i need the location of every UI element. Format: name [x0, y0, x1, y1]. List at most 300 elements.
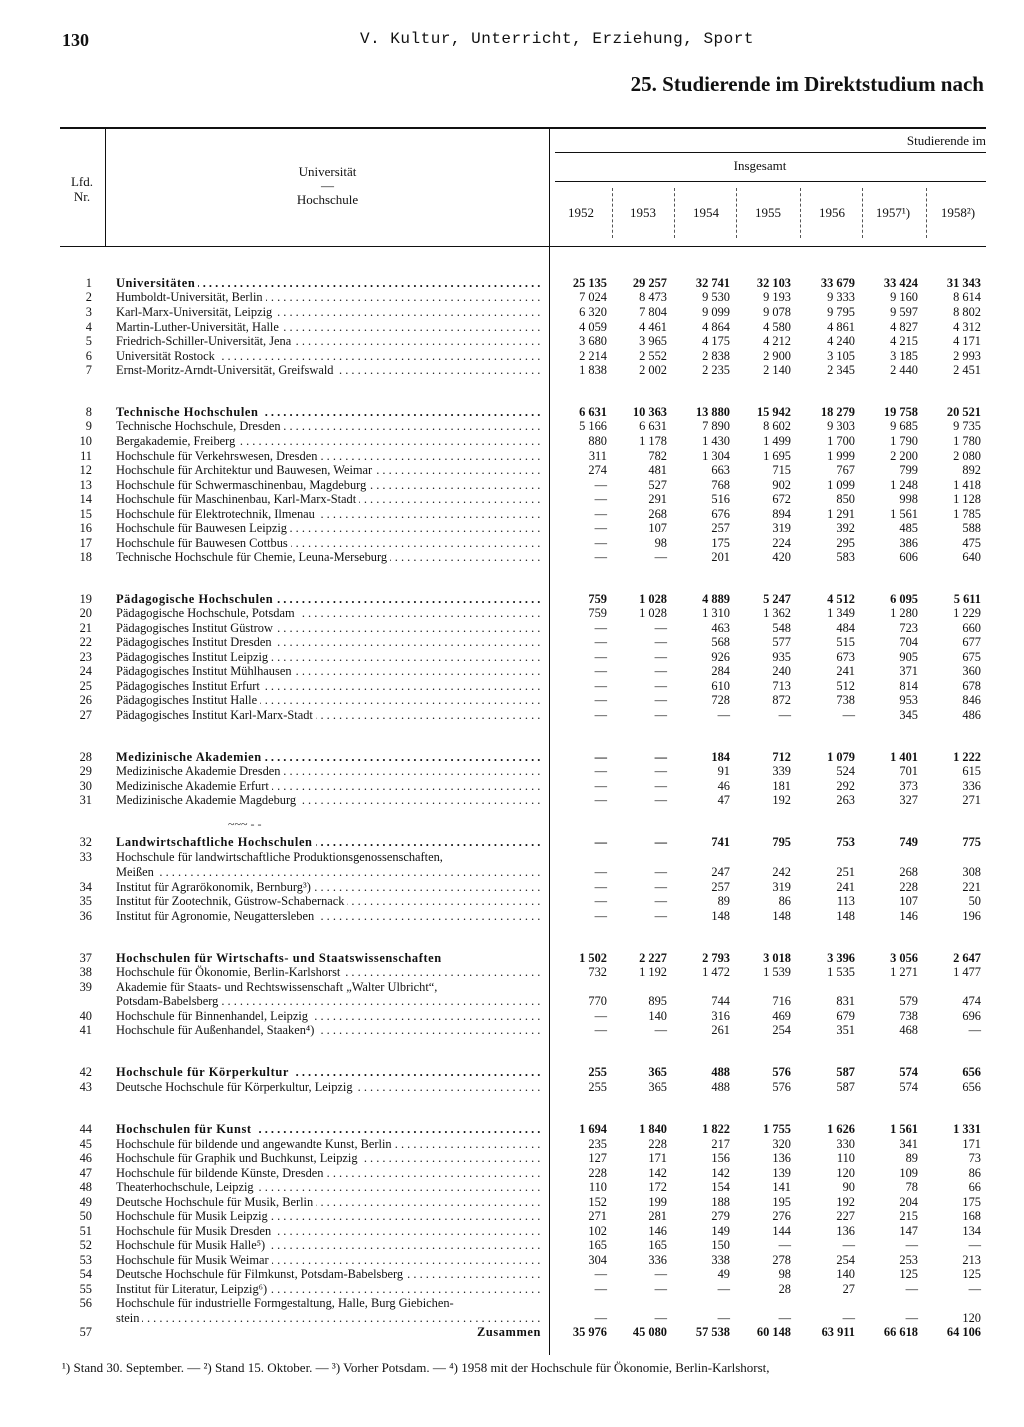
value-cell: 4 889 — [702, 592, 730, 606]
table-row — [0, 507, 1024, 521]
value-cell: — — [654, 779, 667, 793]
value-cell: 274 — [588, 463, 607, 477]
value-cell: — — [778, 708, 791, 722]
value-cell: 146 — [899, 909, 918, 923]
table-row — [0, 909, 1024, 923]
row-number: 11 — [80, 449, 92, 463]
row-number: 5 — [85, 334, 92, 348]
value-cell: 339 — [772, 764, 791, 778]
value-cell: 1 362 — [763, 606, 791, 620]
table-row — [0, 679, 1024, 693]
institution-name: Pädagogisches Institut Halle . . . — [116, 693, 544, 707]
value-cell: 1 099 — [827, 478, 855, 492]
institution-name: Karl-Marx-Universität, Leipzig . . . — [116, 305, 544, 319]
value-cell: 175 — [711, 536, 730, 550]
value-cell: 192 — [772, 793, 791, 807]
institution-name: Pädagogisches Institut Karl-Marx-Stadt . . . — [116, 708, 544, 722]
value-cell: 481 — [648, 463, 667, 477]
value-cell: — — [654, 679, 667, 693]
institution-name: Hochschule für Musik Weimar . . . — [116, 1253, 544, 1267]
value-cell: 576 — [772, 1065, 791, 1079]
value-cell: 723 — [899, 621, 918, 635]
table-row — [0, 1209, 1024, 1223]
value-cell: 905 — [899, 650, 918, 664]
value-cell: 1 229 — [953, 606, 981, 620]
value-cell: — — [778, 1311, 791, 1325]
value-cell: 291 — [648, 492, 667, 506]
year-header: 1953 — [630, 205, 656, 220]
row-number: 36 — [79, 909, 92, 923]
value-cell: — — [654, 635, 667, 649]
table-row — [0, 1224, 1024, 1238]
value-cell: 2 235 — [702, 363, 730, 377]
table-row — [0, 994, 1024, 1008]
value-cell: 281 — [648, 1209, 667, 1223]
column-separator — [736, 188, 737, 238]
page-number: 130 — [62, 30, 89, 50]
institution-name: Ernst-Moritz-Arndt-Universität, Greifswald . . . — [116, 363, 544, 377]
value-cell: 2 345 — [827, 363, 855, 377]
value-cell: 744 — [711, 994, 730, 1008]
value-cell: 894 — [772, 507, 791, 521]
row-number: 29 — [79, 764, 92, 778]
value-cell: — — [654, 880, 667, 894]
value-cell: 98 — [654, 536, 667, 550]
value-cell: 1 755 — [763, 1122, 791, 1136]
value-cell: 512 — [836, 679, 855, 693]
value-cell: — — [594, 621, 607, 635]
table-row — [0, 1267, 1024, 1281]
row-number: 30 — [79, 779, 92, 793]
row-number: 22 — [79, 635, 92, 649]
table-row — [0, 621, 1024, 635]
row-number: 43 — [79, 1080, 92, 1094]
value-cell: — — [654, 650, 667, 664]
value-cell: 47 — [717, 793, 730, 807]
table-row — [0, 708, 1024, 722]
value-cell: 574 — [899, 1065, 918, 1079]
value-cell: — — [842, 1238, 855, 1252]
group-row — [0, 405, 1024, 419]
value-cell: 345 — [899, 708, 918, 722]
value-cell: — — [594, 894, 607, 908]
institution-name: Medizinische Akademien . . . — [116, 750, 544, 764]
value-cell: — — [968, 1282, 981, 1296]
table-row — [0, 478, 1024, 492]
value-cell: 319 — [772, 880, 791, 894]
value-cell: 144 — [772, 1224, 791, 1238]
group-row — [0, 750, 1024, 764]
value-cell: — — [654, 894, 667, 908]
value-cell: 1 079 — [827, 750, 855, 764]
value-cell: — — [594, 492, 607, 506]
value-cell: 215 — [899, 1209, 918, 1223]
value-cell: — — [717, 1311, 730, 1325]
table-row — [0, 320, 1024, 334]
value-cell: — — [594, 1023, 607, 1037]
value-cell: 1 999 — [827, 449, 855, 463]
institution-name: Pädagogisches Institut Erfurt . . . — [116, 679, 544, 693]
value-cell: 136 — [836, 1224, 855, 1238]
table-row — [0, 779, 1024, 793]
value-cell: — — [654, 1282, 667, 1296]
row-number: 20 — [79, 606, 92, 620]
table-row — [0, 1311, 1024, 1325]
value-cell: 196 — [962, 909, 981, 923]
value-cell: 1 539 — [763, 965, 791, 979]
value-cell: 799 — [899, 463, 918, 477]
value-cell: 1 499 — [763, 434, 791, 448]
institution-name: Hochschule für Außenhandel, Staaken⁴) . . . — [116, 1023, 544, 1037]
value-cell: 172 — [648, 1180, 667, 1194]
value-cell: 474 — [962, 994, 981, 1008]
table-row — [0, 1009, 1024, 1023]
institution-name: Hochschule für Musik Dresden . . . — [116, 1224, 544, 1238]
row-number: 8 — [85, 405, 92, 419]
value-cell: 171 — [962, 1137, 981, 1151]
column-separator — [862, 188, 863, 238]
value-cell: 351 — [836, 1023, 855, 1037]
value-cell: 90 — [842, 1180, 855, 1194]
institution-name: Institut für Agronomie, Neugattersleben . . . — [116, 909, 544, 923]
value-cell: 78 — [905, 1180, 918, 1194]
value-cell: — — [654, 793, 667, 807]
value-cell: 7 890 — [702, 419, 730, 433]
table-row — [0, 1180, 1024, 1194]
value-cell: 1 401 — [890, 750, 918, 764]
group-row — [0, 951, 1024, 965]
value-cell: 1 430 — [702, 434, 730, 448]
institution-name: Theaterhochschule, Leipzig . . . — [116, 1180, 544, 1194]
value-cell: 181 — [772, 779, 791, 793]
value-cell: 1 535 — [827, 965, 855, 979]
value-cell: 89 — [905, 1151, 918, 1165]
value-cell: 640 — [962, 550, 981, 564]
value-cell: — — [654, 835, 667, 849]
value-cell: — — [594, 693, 607, 707]
value-cell: — — [654, 621, 667, 635]
value-cell: 9 795 — [827, 305, 855, 319]
value-cell: 606 — [899, 550, 918, 564]
value-cell: 199 — [648, 1195, 667, 1209]
institution-name: Technische Hochschule, Dresden . . . — [116, 419, 544, 433]
value-cell: — — [594, 478, 607, 492]
institution-name: Zusammen — [116, 1325, 544, 1339]
value-cell: 759 — [588, 606, 607, 620]
value-cell: 308 — [962, 865, 981, 879]
value-cell: 254 — [836, 1253, 855, 1267]
value-cell: 676 — [711, 507, 730, 521]
institution-name: Hochschule für Schwermaschinenbau, Magdeburg . . . — [116, 478, 544, 492]
value-cell: 5 166 — [579, 419, 607, 433]
value-cell: 18 279 — [820, 405, 855, 419]
value-cell: 9 160 — [890, 290, 918, 304]
institution-name: stein . . . — [116, 1311, 544, 1325]
table-row — [0, 980, 1024, 994]
value-cell: 767 — [836, 463, 855, 477]
institution-name: Hochschule für bildende Künste, Dresden . . . — [116, 1166, 544, 1180]
table-row — [0, 1137, 1024, 1151]
value-cell: 341 — [899, 1137, 918, 1151]
institution-name: Hochschule für Architektur und Bauwesen, Weimar . . . — [116, 463, 544, 477]
institution-name: Pädagogisches Institut Güstrow . . . — [116, 621, 544, 635]
table-row — [0, 419, 1024, 433]
value-cell: — — [594, 650, 607, 664]
table-row — [0, 349, 1024, 363]
value-cell: 1 700 — [827, 434, 855, 448]
value-cell: 679 — [836, 1009, 855, 1023]
value-cell: 271 — [588, 1209, 607, 1223]
institution-name: Hochschule für Graphik und Buchkunst, Leipzig . . . — [116, 1151, 544, 1165]
row-number: 2 — [85, 290, 92, 304]
value-cell: 738 — [836, 693, 855, 707]
value-cell: 278 — [772, 1253, 791, 1267]
value-cell: 320 — [772, 1137, 791, 1151]
institution-name: Akademie für Staats- und Rechtswissenschaft „Walter Ulbricht“, — [116, 980, 544, 994]
table-row — [0, 1195, 1024, 1209]
value-cell: 9 597 — [890, 305, 918, 319]
value-cell: 32 103 — [756, 276, 791, 290]
value-cell: — — [594, 635, 607, 649]
value-cell: 1 178 — [639, 434, 667, 448]
value-cell: 89 — [717, 894, 730, 908]
value-cell: 107 — [899, 894, 918, 908]
value-cell: 57 538 — [695, 1325, 730, 1339]
value-cell: 738 — [899, 1009, 918, 1023]
value-cell: 8 602 — [763, 419, 791, 433]
year-header: 1957¹) — [875, 205, 911, 220]
value-cell: 240 — [772, 664, 791, 678]
table-row — [0, 536, 1024, 550]
value-cell: 235 — [588, 1137, 607, 1151]
correction-scribble: ~~~ ‐ ‐ — [228, 817, 262, 831]
row-number: 3 — [85, 305, 92, 319]
value-cell: — — [717, 708, 730, 722]
value-cell: 257 — [711, 521, 730, 535]
value-cell: 892 — [962, 463, 981, 477]
value-cell: 338 — [711, 1253, 730, 1267]
value-cell: 576 — [772, 1080, 791, 1094]
value-cell: 568 — [711, 635, 730, 649]
table-row — [0, 550, 1024, 564]
value-cell: 672 — [772, 492, 791, 506]
value-cell: 316 — [711, 1009, 730, 1023]
value-cell: 677 — [962, 635, 981, 649]
value-cell: 148 — [711, 909, 730, 923]
row-number: 40 — [79, 1009, 92, 1023]
value-cell: 753 — [836, 835, 855, 849]
value-cell: 1 790 — [890, 434, 918, 448]
institution-name: Meißen . . . — [116, 865, 544, 879]
institution-name: Medizinische Akademie Erfurt . . . — [116, 779, 544, 793]
value-cell: 814 — [899, 679, 918, 693]
table-row — [0, 449, 1024, 463]
value-cell: — — [905, 1282, 918, 1296]
institution-name: Hochschule für landwirtschaftliche Produktionsgenossenschaften, — [116, 850, 544, 864]
value-cell: 365 — [648, 1080, 667, 1094]
value-cell: 850 — [836, 492, 855, 506]
value-cell: 775 — [962, 835, 981, 849]
institution-name: Hochschule für bildende und angewandte Kunst, Berlin . . . — [116, 1137, 544, 1151]
value-cell: 712 — [772, 750, 791, 764]
row-number: 51 — [79, 1224, 92, 1238]
value-cell: 2 838 — [702, 349, 730, 363]
value-cell: 46 — [717, 779, 730, 793]
row-number: 10 — [79, 434, 92, 448]
value-cell: 1 028 — [639, 592, 667, 606]
value-cell: 228 — [588, 1166, 607, 1180]
institution-name: Hochschule für Körperkultur . . . — [116, 1065, 544, 1079]
row-number: 46 — [79, 1151, 92, 1165]
value-cell: 66 618 — [883, 1325, 918, 1339]
value-cell: 330 — [836, 1137, 855, 1151]
value-cell: 360 — [962, 664, 981, 678]
value-cell: 1 561 — [890, 1122, 918, 1136]
value-cell: — — [594, 536, 607, 550]
year-header: 1958²) — [940, 205, 976, 220]
value-cell: 1 418 — [953, 478, 981, 492]
value-cell: 6 095 — [890, 592, 918, 606]
value-cell: — — [654, 1267, 667, 1281]
table-row — [0, 880, 1024, 894]
value-cell: 204 — [899, 1195, 918, 1209]
value-cell: 759 — [588, 592, 607, 606]
value-cell: 241 — [836, 664, 855, 678]
institution-name: Hochschule für Elektrotechnik, Ilmenau . . . — [116, 507, 544, 521]
value-cell: 255 — [588, 1080, 607, 1094]
institution-name: Hochschulen für Kunst . . . — [116, 1122, 544, 1136]
institution-name: Hochschule für Musik Halle⁵) . . . — [116, 1238, 544, 1252]
row-number: 38 — [79, 965, 92, 979]
value-cell: — — [594, 1009, 607, 1023]
year-header: 1954 — [693, 205, 719, 220]
row-number: 7 — [85, 363, 92, 377]
row-number: 54 — [79, 1267, 92, 1281]
value-cell: 4 580 — [763, 320, 791, 334]
value-cell: — — [594, 1282, 607, 1296]
value-cell: 782 — [648, 449, 667, 463]
value-cell: 175 — [962, 1195, 981, 1209]
value-cell: — — [654, 865, 667, 879]
value-cell: 673 — [836, 650, 855, 664]
value-cell: 110 — [588, 1180, 607, 1194]
value-cell: 19 758 — [883, 405, 918, 419]
table-row — [0, 1282, 1024, 1296]
value-cell: 31 343 — [946, 276, 981, 290]
table-row — [0, 521, 1024, 535]
table-row — [0, 635, 1024, 649]
value-cell: 583 — [836, 550, 855, 564]
value-cell: — — [594, 865, 607, 879]
value-cell: — — [654, 708, 667, 722]
group-row — [0, 1065, 1024, 1079]
value-cell: 311 — [588, 449, 607, 463]
value-cell: 120 — [962, 1311, 981, 1325]
table-row — [0, 764, 1024, 778]
value-cell: 9 193 — [763, 290, 791, 304]
value-cell: 660 — [962, 621, 981, 635]
institution-name: Hochschule für Bauwesen Cottbus . . . — [116, 536, 544, 550]
value-cell: 168 — [962, 1209, 981, 1223]
value-cell: — — [594, 835, 607, 849]
institution-name: Universität Rostock . . . — [116, 349, 544, 363]
table-row — [0, 434, 1024, 448]
value-cell: 140 — [648, 1009, 667, 1023]
value-cell: 2 647 — [953, 951, 981, 965]
value-cell: 2 900 — [763, 349, 791, 363]
value-cell: 27 — [842, 1282, 855, 1296]
table-row — [0, 1253, 1024, 1267]
value-cell: 241 — [836, 880, 855, 894]
value-cell: 147 — [899, 1224, 918, 1238]
value-cell: 295 — [836, 536, 855, 550]
value-cell: 732 — [588, 965, 607, 979]
value-cell: 998 — [899, 492, 918, 506]
row-number: 37 — [79, 951, 92, 965]
table-row — [0, 865, 1024, 879]
row-number: 6 — [85, 349, 92, 363]
value-cell: 188 — [711, 1195, 730, 1209]
value-cell: 152 — [588, 1195, 607, 1209]
year-header: 1952 — [568, 205, 594, 220]
value-cell: 4 512 — [827, 592, 855, 606]
value-cell: 255 — [588, 1065, 607, 1079]
value-cell: 656 — [962, 1065, 981, 1079]
value-cell: 1 291 — [827, 507, 855, 521]
row-number: 1 — [85, 276, 92, 290]
value-cell: — — [654, 664, 667, 678]
value-cell: 486 — [962, 708, 981, 722]
value-cell: 1 694 — [579, 1122, 607, 1136]
value-cell: 7 024 — [579, 290, 607, 304]
value-cell: 895 — [648, 994, 667, 1008]
value-cell: 304 — [588, 1253, 607, 1267]
insgesamt-rule — [555, 181, 986, 182]
institution-name: Deutsche Hochschule für Filmkunst, Potsdam-Babelsberg . . . — [116, 1267, 544, 1281]
column-separator — [926, 188, 927, 238]
value-cell: 64 106 — [946, 1325, 981, 1339]
year-header: 1955 — [755, 205, 781, 220]
table-row — [0, 965, 1024, 979]
value-cell: 2 552 — [639, 349, 667, 363]
value-cell: 656 — [962, 1080, 981, 1094]
value-cell: 60 148 — [756, 1325, 791, 1339]
institution-name: Technische Hochschulen . . . — [116, 405, 544, 419]
value-cell: — — [654, 1311, 667, 1325]
table-row — [0, 850, 1024, 864]
header-bottom-rule — [60, 246, 986, 247]
row-number: 31 — [79, 793, 92, 807]
value-cell: 1 128 — [953, 492, 981, 506]
institution-name: Hochschule für Verkehrswesen, Dresden . . . — [116, 449, 544, 463]
value-cell: 29 257 — [632, 276, 667, 290]
row-number: 23 — [79, 650, 92, 664]
value-cell: 488 — [711, 1080, 730, 1094]
institution-name: Hochschule für Maschinenbau, Karl-Marx-Stadt . . . — [116, 492, 544, 506]
value-cell: 127 — [588, 1151, 607, 1165]
value-cell: 9 303 — [827, 419, 855, 433]
value-cell: 9 685 — [890, 419, 918, 433]
row-number: 41 — [79, 1023, 92, 1037]
value-cell: 515 — [836, 635, 855, 649]
value-cell: 66 — [968, 1180, 981, 1194]
value-cell: 327 — [899, 793, 918, 807]
value-cell: — — [594, 793, 607, 807]
institution-name: Landwirtschaftliche Hochschulen . . . — [116, 835, 544, 849]
table-row — [0, 1166, 1024, 1180]
table-row — [0, 334, 1024, 348]
value-cell: 10 363 — [632, 405, 667, 419]
